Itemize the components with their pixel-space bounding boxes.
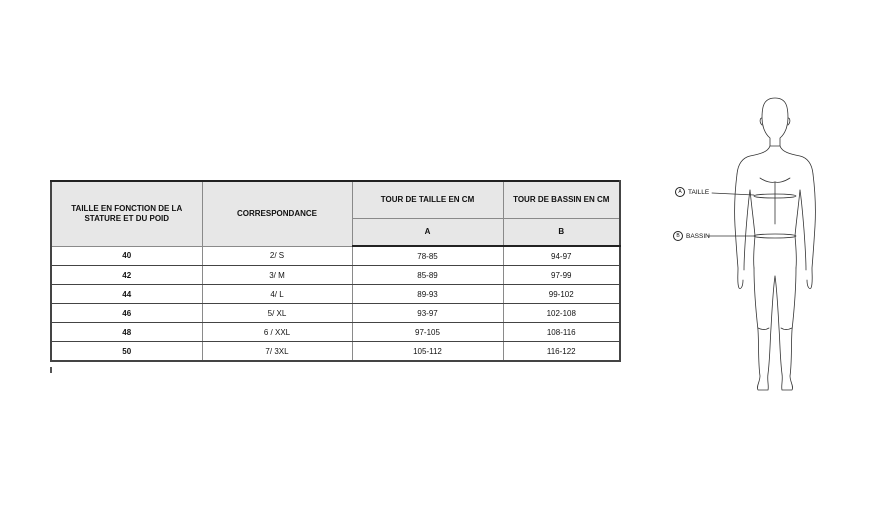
table-edge-tick <box>50 367 52 373</box>
table-row <box>51 246 620 266</box>
header-hip-sub: B <box>503 219 620 247</box>
cell-waist: 78-85 <box>352 246 503 266</box>
cell-size: 40 <box>51 246 202 266</box>
cell-hip: 97-99 <box>503 266 620 285</box>
table-row <box>51 285 620 304</box>
cell-size: 50 <box>51 342 202 362</box>
cell-size: 44 <box>51 285 202 304</box>
marker-waist-label: TAILLE <box>688 188 710 196</box>
cell-hip: 102-108 <box>503 304 620 323</box>
cell-hip: 116-122 <box>503 342 620 362</box>
cell-correspondance: 2/ S <box>202 246 352 266</box>
marker-hip-label: BASSIN <box>686 232 710 240</box>
cell-waist: 93-97 <box>352 304 503 323</box>
header-waist-sub: A <box>352 219 503 247</box>
size-chart-table <box>50 180 621 362</box>
cell-correspondance: 4/ L <box>202 285 352 304</box>
cell-correspondance: 6 / XXL <box>202 323 352 342</box>
header-waist: TOUR DE TAILLE EN CM <box>352 181 503 219</box>
cell-hip: 94-97 <box>503 246 620 266</box>
cell-hip: 99-102 <box>503 285 620 304</box>
marker-hip <box>673 231 710 241</box>
table-row <box>51 323 620 342</box>
table-row <box>51 266 620 285</box>
header-hip: TOUR DE BASSIN EN CM <box>503 181 620 219</box>
cell-size: 42 <box>51 266 202 285</box>
cell-waist: 105-112 <box>352 342 503 362</box>
table-row <box>51 342 620 362</box>
cell-waist: 89-93 <box>352 285 503 304</box>
cell-correspondance: 3/ M <box>202 266 352 285</box>
header-correspondance: CORRESPONDANCE <box>202 181 352 246</box>
marker-a-icon: A <box>675 187 685 197</box>
cell-hip: 108-116 <box>503 323 620 342</box>
cell-correspondance: 5/ XL <box>202 304 352 323</box>
marker-waist <box>675 187 709 197</box>
table-row <box>51 304 620 323</box>
cell-size: 48 <box>51 323 202 342</box>
cell-waist: 85-89 <box>352 266 503 285</box>
body-measurement-figure <box>670 90 840 400</box>
cell-correspondance: 7/ 3XL <box>202 342 352 362</box>
header-size-by-stature: TAILLE EN FONCTION DE LA STATURE ET DU POID <box>51 181 202 246</box>
cell-waist: 97-105 <box>352 323 503 342</box>
marker-b-icon: B <box>673 231 683 241</box>
cell-size: 46 <box>51 304 202 323</box>
